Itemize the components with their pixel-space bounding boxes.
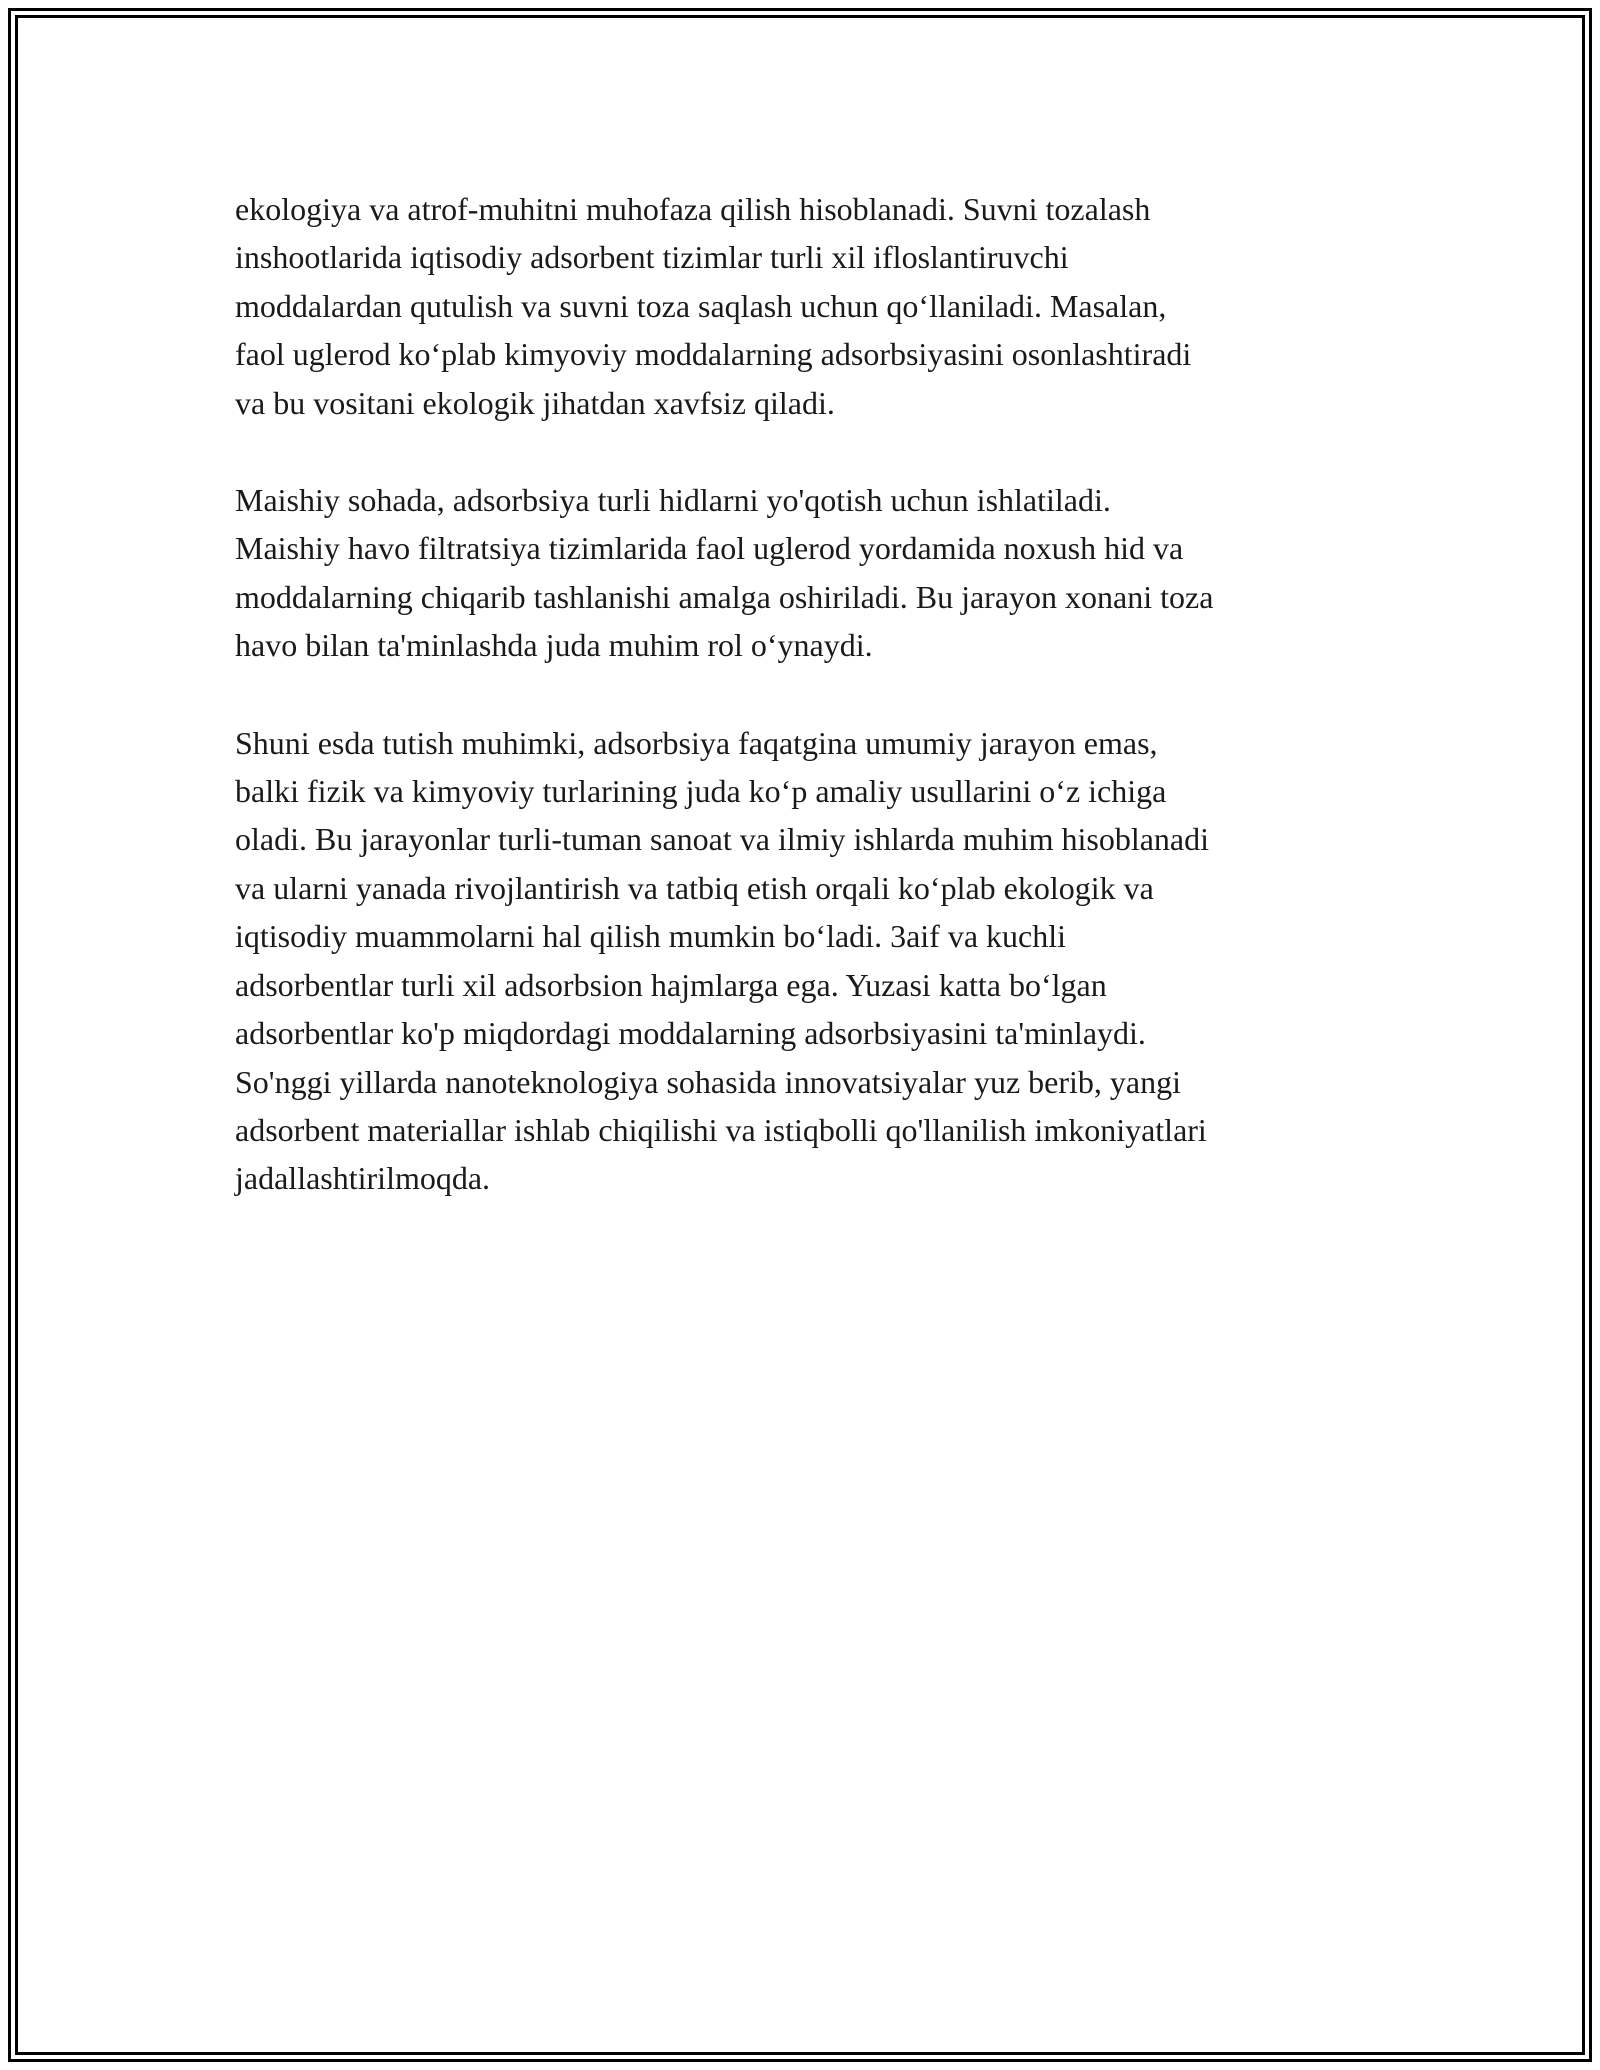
text-line: havo bilan ta'minlashda juda muhim rol o‘ynaydi. (235, 627, 873, 664)
text-line: balki fizik va kimyoviy turlarining juda ko‘p amaliy usullarini o‘z ichiga (235, 773, 1167, 810)
text-line: So'nggi yillarda nanoteknologiya sohasida innovatsiyalar yuz berib, yangi (235, 1063, 1181, 1100)
text-line: va ularni yanada rivojlantirish va tatbiq etish orqali ko‘plab ekologik va (235, 869, 1154, 906)
text-line: Maishiy sohada, adsorbsiya turli hidlarni yo'qotish uchun ishlatiladi. (235, 482, 1111, 519)
text-line: adsorbentlar turli xil adsorbsion hajmlarga ega. Yuzasi katta bo‘lgan (235, 966, 1107, 1003)
text-line: Maishiy havo filtratsiya tizimlarida faol uglerod yordamida noxush hid va (235, 530, 1184, 567)
text-line: moddalardan qutulish va suvni toza saqlash uchun qo‘llaniladi. Masalan, (235, 287, 1167, 324)
text-line: Shuni esda tutish muhimki, adsorbsiya faqatgina umumiy jarayon emas, (235, 724, 1158, 761)
text-line: va bu vositani ekologik jihatdan xavfsiz qiladi. (235, 384, 835, 421)
paragraph-water-treatment (235, 185, 1365, 427)
paragraph-conclusion (235, 719, 1365, 1203)
text-line: adsorbentlar ko'p miqdordagi moddalarning adsorbsiyasini ta'minlaydi. (235, 1015, 1146, 1052)
paragraph-household (235, 476, 1365, 670)
document-body (235, 185, 1365, 1252)
text-line: iqtisodiy muammolarni hal qilish mumkin bo‘ladi. 3aif va kuchli (235, 918, 1066, 955)
text-line: ekologiya va atrof-muhitni muhofaza qilish hisoblanadi. Suvni tozalash (235, 191, 1151, 227)
text-line: faol uglerod ko‘plab kimyoviy moddalarning adsorbsiyasini osonlashtiradi (235, 336, 1192, 373)
text-line: adsorbent materiallar ishlab chiqilishi va istiqbolli qo'llanilish imkoniyatlari (235, 1111, 1207, 1148)
text-line: inshootlarida iqtisodiy adsorbent tizimlar turli xil ifloslantiruvchi (235, 239, 1069, 276)
text-line: moddalarning chiqarib tashlanishi amalga oshiriladi. Bu jarayon xonani toza (235, 578, 1214, 615)
text-line: jadallashtirilmoqda. (235, 1160, 491, 1197)
text-line: oladi. Bu jarayonlar turli-tuman sanoat va ilmiy ishlarda muhim hisoblanadi (235, 821, 1210, 858)
